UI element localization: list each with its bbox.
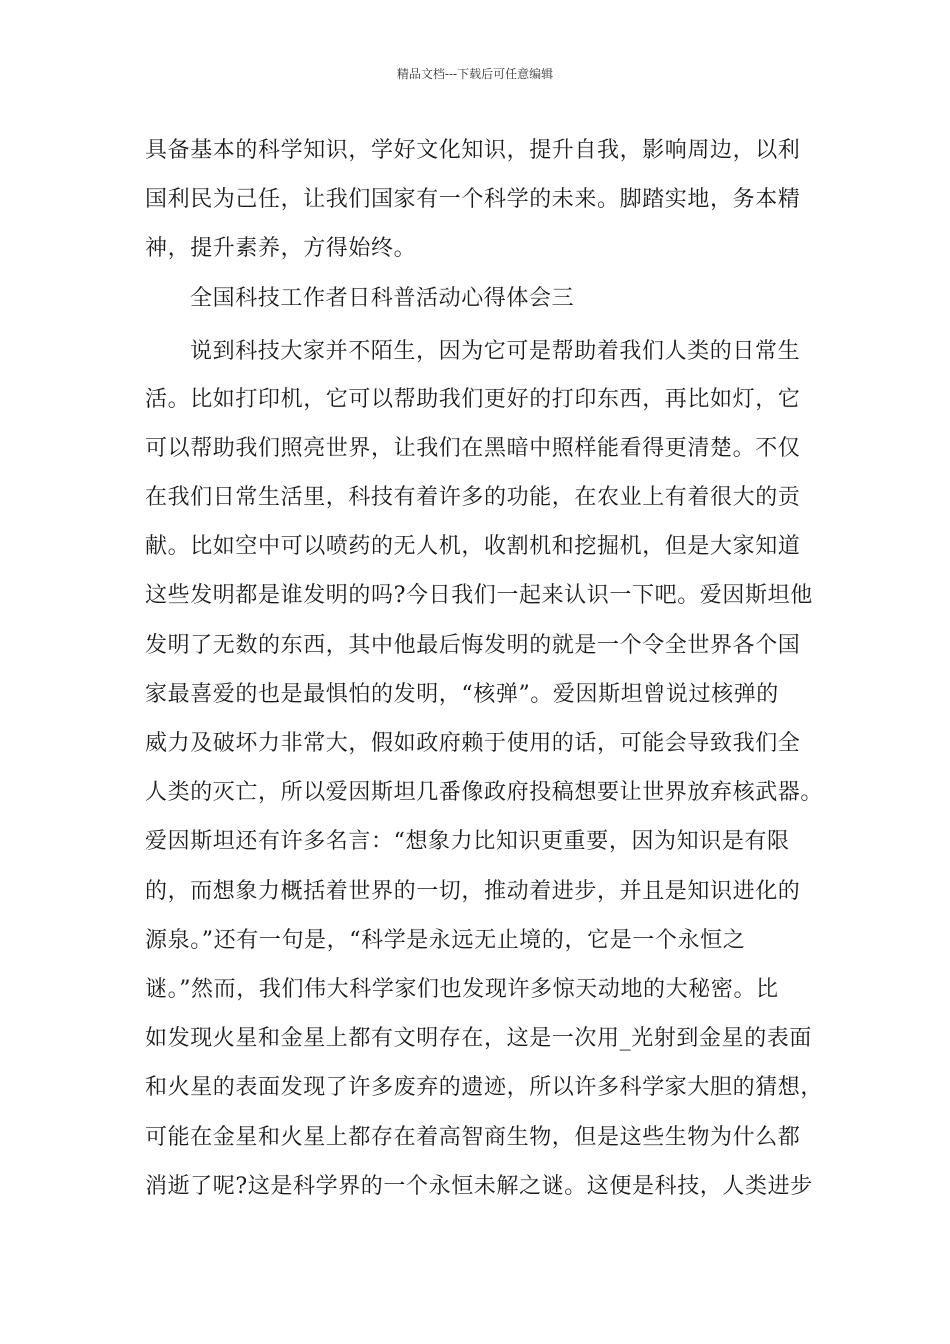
body-line: 具备基本的科学知识，学好文化知识，提升自我，影响周边，以利: [145, 138, 801, 163]
body-line: 可能在金星和火星上都存在着高智商生物，但是这些生物为什么都: [145, 1125, 801, 1150]
section-title: 全国科技工作者日科普活动心得体会三: [190, 286, 575, 311]
body-line: 消逝了呢?这是科学界的一个永恒未解之谜。这便是科技，人类进步: [145, 1174, 813, 1199]
body-line: 献。比如空中可以喷药的无人机，收割机和挖掘机，但是大家知道: [145, 534, 801, 559]
body-line: 国利民为己任，让我们国家有一个科学的未来。脚踏实地，务本精: [145, 187, 801, 212]
body-line: 发明了无数的东西，其中他最后悔发明的就是一个令全世界各个国: [145, 633, 801, 658]
body-line: 谜。”然而，我们伟大科学家们也发现许多惊天动地的大秘密。比: [145, 977, 779, 1002]
body-line: 家最喜爱的也是最惧怕的发明，“核弹”。爱因斯坦曾说过核弹的: [145, 682, 779, 707]
body-line: 这些发明都是谁发明的吗?今日我们一起来认识一下吧。爱因斯坦他: [145, 583, 813, 608]
body-line: 如发现火星和金星上都有文明存在，这是一次用_光射到金星的表面: [145, 1026, 813, 1051]
body-line: 活。比如打印机，它可以帮助我们更好的打印东西，再比如灯，它: [145, 387, 801, 412]
body-line: 源泉。”还有一句是，“科学是永远无止境的，它是一个永恒之: [145, 928, 746, 953]
body-line: 爱因斯坦还有许多名言：“想象力比知识更重要，因为知识是有限: [145, 829, 790, 854]
body-line: 在我们日常生活里，科技有着许多的功能，在农业上有着很大的贡: [145, 485, 801, 510]
body-line: 可以帮助我们照亮世界，让我们在黑暗中照样能看得更清楚。不仅: [145, 436, 801, 461]
body-line: 和火星的表面发现了许多废弃的遗迹，所以许多科学家大胆的猜想，: [145, 1075, 824, 1100]
body-line: 说到科技大家并不陌生，因为它可是帮助着我们人类的日常生: [190, 339, 801, 364]
body-line: 人类的灭亡，所以爱因斯坦几番像政府投稿想要让世界放弃核武器。: [145, 780, 824, 805]
body-line: 的，而想象力概括着世界的一切，推动着进步，并且是知识进化的: [145, 879, 801, 904]
page-header: 精品文档---下载后可任意编辑: [396, 67, 554, 81]
body-line: 威力及破坏力非常大，假如政府赖于使用的话，可能会导致我们全: [145, 731, 801, 756]
body-line: 神，提升素养，方得始终。: [145, 236, 417, 261]
